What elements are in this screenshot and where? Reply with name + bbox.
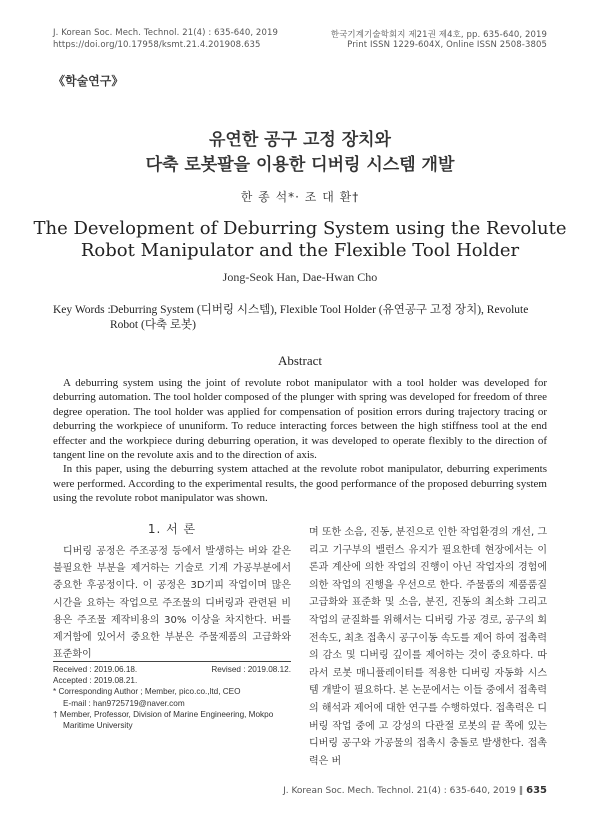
received-revised-row [53, 664, 291, 675]
corresponding-author: * Corresponding Author ; Member, pico.co.,ltd, CEO [53, 687, 241, 697]
keywords-text: Deburring System (디버링 시스템), Flexible Tool Holder (유연공구 고정 장치), Revolute Robot (다축 로봇) [110, 304, 529, 331]
intro-text-right-column: 며 또한 소음, 진동, 분진으로 인한 작업환경의 개선, 그리고 기구부의 밸런스 유지가 필요한데 현장에서는 이론과 계산에 의한 작업의 진행이 아닌 작업자의 경험에 의한 작업의 진행을 우선으로 한다. 주물품의 제품품질 고급화와 표준화 및 소음, 분진, 진동의 최소화 그리고 작업의 균질화를 위해서는 디버링 가공 경로, 공구의 회전속도, 최초 접촉시 공구이동 속도를 제어 하여 접촉력의 감소 및 디버링 깊이를 제어하는 것이 중요하다. 따라서 로봇 매니퓰레이터를 적용한 디버링 자동화 시스템 개발이 필요하다. 본 논문에서는 이들 중에서 접촉력의 해석과 제어에 대한 연구를 수행하였다. 접촉력은 디버링 작업 중에 고 강성의 다관절 로봇의 끝 쪽에 있는 디버링 공구와 가공물의 접촉시 충돌로 발생한다. 접촉력은 버 [309, 527, 547, 767]
author-email[interactable]: E-mail : han9725719@naver.com [63, 698, 185, 708]
section-heading: 1. 서 론 [147, 522, 197, 536]
abstract-paragraph: In this paper, using the deburring system attached at the revolute robot manipulator, deburring experiments were performed. According to the experimental results, the good performance of the proposed deburring system using the revolute robot manipulator was shown. [53, 463, 547, 505]
doi-link[interactable]: https://doi.org/10.17958/ksmt.21.4.201908.635 [53, 40, 261, 50]
revised-date: Revised : 2019.08.12. [211, 665, 291, 674]
journal-korean-header: 한국기계기술학회지 제21권 제4호, pp. 635-640, 2019 [330, 30, 547, 40]
english-title-line1: The Development of Deburring System using the Revolute [33, 218, 567, 239]
received-date: Received : 2019.06.18. [53, 665, 138, 674]
coauthor-affiliation: † Member, Professor, Division of Marine Engineering, Mokpo [53, 709, 274, 719]
footnote-divider [53, 661, 291, 662]
page-number: 635 [526, 785, 547, 796]
abstract-paragraph: A deburring system using the joint of revolute robot manipulator with a tool holder was developed for deburring automation. The tool holder composed of the plunger with spring was developed for freedom of three degree operation. The tool holder was applied for compensation of position errors during trajectory tracing or deburring the workpiece of ununiform. To reduce interacting forces between the high stiffness tool at the end effecter and the workpiece during deburring operation, it was developed to operate flexibly to the direction of tangent line on the revolute axis and to the direction of axis. [53, 377, 547, 462]
accepted-date: Accepted : 2019.08.21. [53, 676, 138, 686]
abstract-heading: Abstract [277, 353, 323, 368]
article-category: 《학술연구》 [53, 74, 124, 88]
coauthor-affiliation-cont: Maritime University [63, 721, 133, 731]
issn-header: Print ISSN 1229-604X, Online ISSN 2508-3805 [347, 40, 547, 50]
korean-title-line2: 다축 로봇팔을 이용한 디버링 시스템 개발 [145, 155, 455, 175]
journal-citation-header: J. Korean Soc. Mech. Technol. 21(4) : 635-640, 2019 [53, 28, 278, 38]
english-title-line2: Robot Manipulator and the Flexible Tool Holder [80, 240, 520, 261]
abstract-body [53, 376, 547, 506]
korean-authors: 한 종 석*· 조 대 환† [240, 190, 360, 204]
footnotes [53, 664, 291, 731]
korean-title-line1: 유연한 공구 고정 장치와 [209, 130, 391, 150]
keywords-block [53, 303, 553, 333]
footer-citation: J. Korean Soc. Mech. Technol. 21(4) : 635-640, 2019 ‖ [283, 786, 524, 796]
intro-text-left-column: 디버링 공정은 주조공정 등에서 발생하는 버와 같은 불필요한 부분을 제거하는 기술로 기계 가공부분에서 중요한 후공정이다. 이 공정은 3D기피 작업이며 많은 시간을 요하는 작업으로 주조물의 디버링과 관련된 비용은 주조물 제작비용의 30% 이상을 차지한다. 버를 제거함에 있어서 중요한 부분은 주물제품의 고급화와 표준화이 [53, 546, 291, 661]
keywords-label: Key Words : [53, 304, 111, 316]
page-footer [283, 785, 547, 796]
english-authors: Jong-Seok Han, Dae-Hwan Cho [222, 270, 378, 284]
